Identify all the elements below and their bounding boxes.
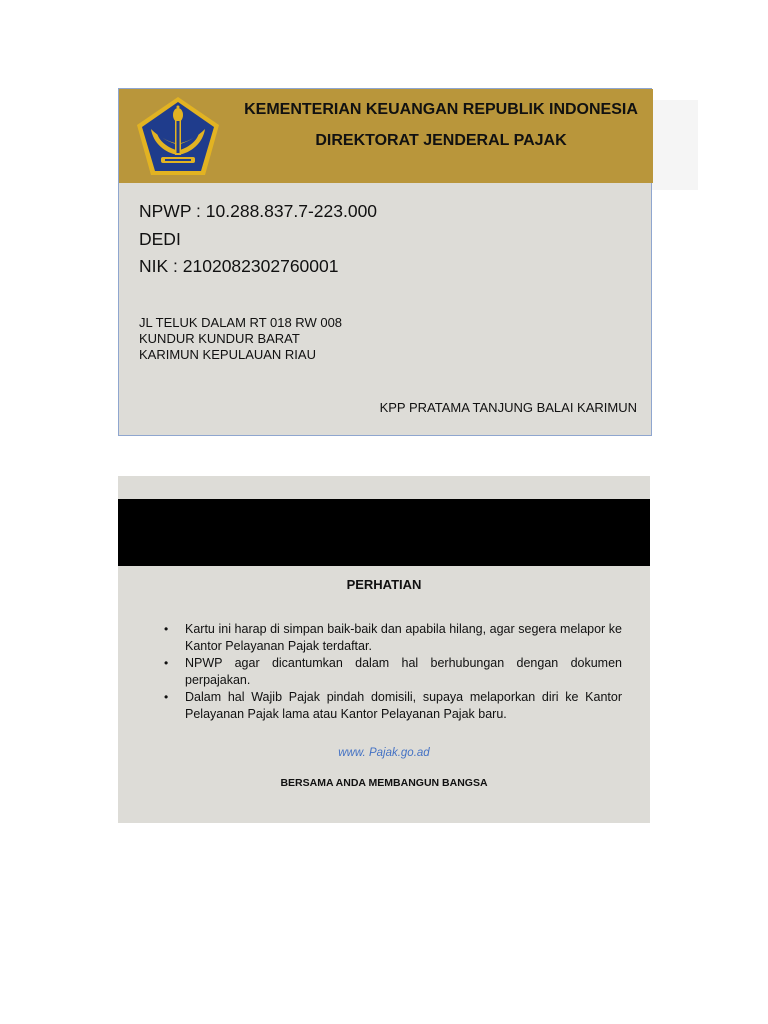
directorate-title: DIREKTORAT JENDERAL PAJAK	[315, 132, 567, 149]
ministry-of-finance-emblem-icon	[135, 95, 221, 177]
notice-text: Dalam hal Wajib Pajak pindah domisili, supaya melaporkan diri ke Kantor Pelayanan Pajak lama atau Kantor Pelayanan Pajak baru.	[185, 690, 622, 721]
list-item	[164, 689, 622, 722]
ministry-title: KEMENTERIAN KEUANGAN REPUBLIK INDONESIA	[244, 101, 638, 118]
bullet-icon: •	[164, 656, 169, 670]
tax-office: KPP PRATAMA TANJUNG BALAI KARIMUN	[379, 400, 637, 415]
list-item	[164, 655, 622, 688]
bullet-icon: •	[164, 622, 169, 636]
address-line: JL TELUK DALAM RT 018 RW 008	[139, 315, 343, 330]
npwp-card-back	[118, 476, 650, 823]
npwp-number: NPWP : 10.288.837.7-223.000	[139, 201, 378, 221]
notice-text: NPWP agar dicantumkan dalam hal berhubungan dengan dokumen perpajakan.	[185, 656, 622, 687]
notice-title: PERHATIAN	[346, 577, 422, 592]
slogan: BERSAMA ANDA MEMBANGUN BANGSA	[280, 777, 488, 789]
address-line: KUNDUR KUNDUR BARAT	[139, 331, 300, 346]
website-link[interactable]: www. Pajak.go.ad	[338, 747, 430, 759]
bullet-icon: •	[164, 690, 169, 704]
card-header	[119, 89, 653, 183]
npwp-card-front	[118, 88, 652, 436]
notice-list	[164, 621, 622, 723]
nik-number: NIK : 2102082302760001	[139, 256, 339, 276]
taxpayer-name: DEDI	[139, 229, 181, 249]
address-line: KARIMUN KEPULAUAN RIAU	[139, 347, 316, 362]
notice-text: Kartu ini harap di simpan baik-baik dan apabila hilang, agar segera melapor ke Kantor Pelayanan Pajak terdaftar.	[185, 622, 622, 653]
magnetic-stripe	[118, 499, 650, 566]
card-shadow	[652, 100, 698, 190]
list-item	[164, 621, 622, 654]
